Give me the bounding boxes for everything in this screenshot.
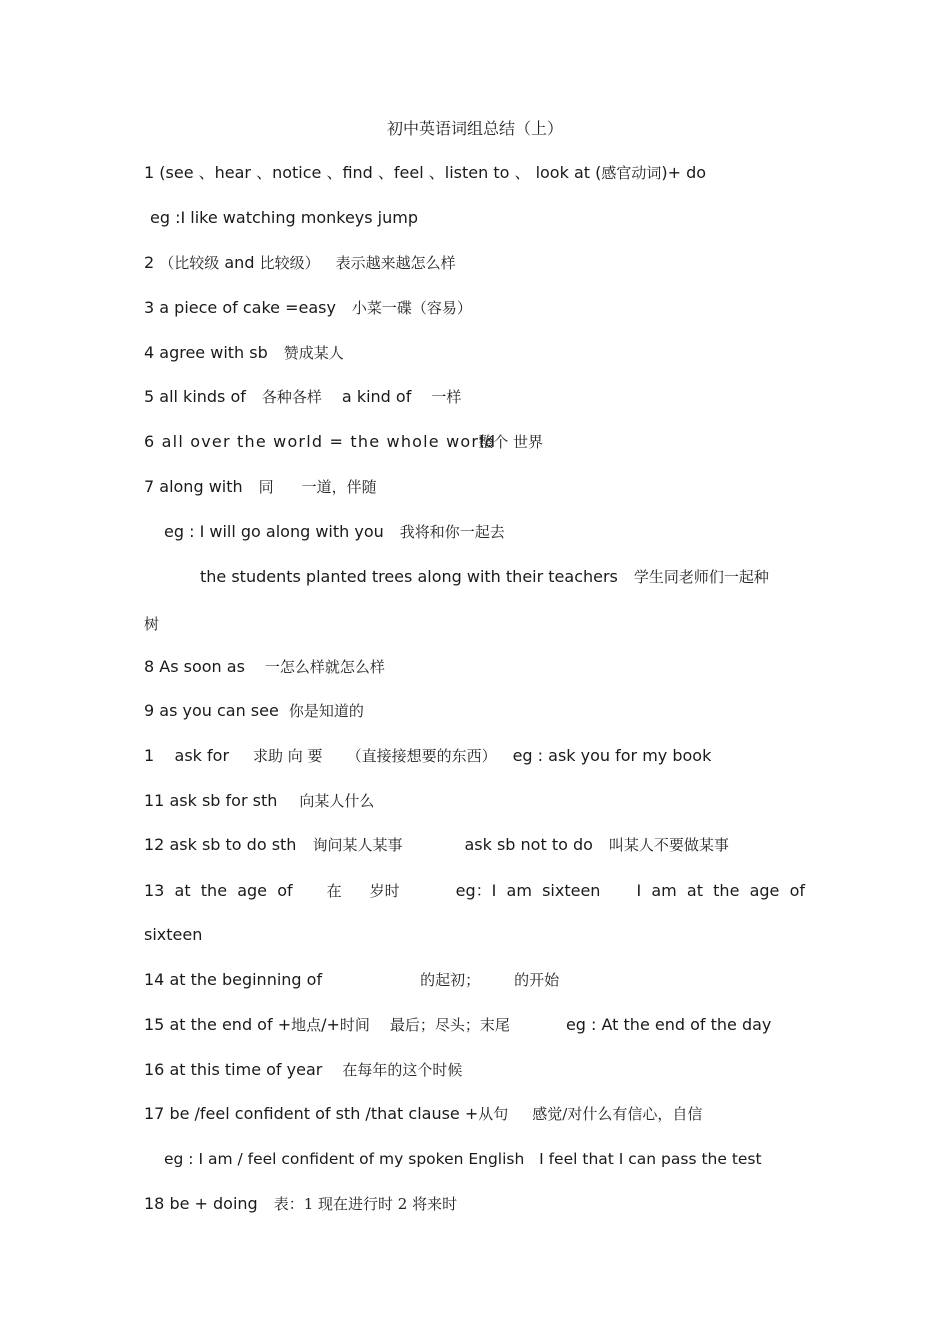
entry-9 [144, 700, 824, 722]
entry-7-meaning-a: 同 [258, 478, 274, 496]
entry-7-example-meaning: 我将和你一起去 [399, 523, 505, 541]
entry-10-meaning: 求助 向 要 [253, 747, 323, 765]
entry-13-meaning-b: 岁时 [369, 882, 400, 900]
entry-18-text: 18 be + doing [144, 1194, 258, 1213]
entry-15 [144, 1014, 824, 1036]
entry-9-text: 9 as you can see [144, 701, 279, 720]
entry-3 [144, 297, 824, 319]
entry-16 [144, 1059, 824, 1081]
entry-15-text: 15 at the end of + [144, 1015, 292, 1034]
entry-12-text: 12 ask sb to do sth [144, 835, 297, 854]
entry-17 [144, 1103, 824, 1125]
entry-7 [144, 476, 824, 498]
entry-10 [144, 745, 824, 767]
entry-10-example: eg : ask you for my book [512, 746, 712, 765]
entry-2-zh-a: （比较级 [159, 254, 220, 272]
entry-13-meaning-a: 在 [326, 882, 342, 900]
entry-17-example-text: eg : I am / feel confident of my spoken English I feel that I can pass the test [164, 1150, 762, 1168]
entry-12-meaning: 询问某人某事 [312, 836, 403, 854]
entry-1-example-text: eg :I like watching monkeys jump [150, 208, 418, 227]
entry-7-text: 7 along with [144, 477, 243, 496]
entry-2-meaning: 表示越来越怎么样 [335, 254, 456, 272]
entry-15-time: 时间 [339, 1016, 370, 1034]
entry-11-text: 11 ask sb for sth [144, 791, 278, 810]
entry-16-text: 16 at this time of year [144, 1060, 323, 1079]
entry-15-meaning: 最后；尽头；末尾 [389, 1016, 510, 1034]
entry-4-text: 4 agree with sb [144, 343, 268, 362]
entry-4-meaning: 赞成某人 [283, 344, 344, 362]
entry-7-example-2-wrap [144, 613, 824, 635]
entry-15-place: 地点 [291, 1016, 322, 1034]
entry-17-clause: 从句 [478, 1105, 509, 1123]
entry-6 [144, 431, 824, 453]
entry-5-meaning-b: 一样 [431, 388, 462, 406]
entry-8 [144, 656, 824, 678]
entry-14-text: 14 at the beginning of [144, 970, 323, 989]
entry-13 [144, 880, 824, 902]
entry-9-meaning: 你是知道的 [288, 702, 364, 720]
entry-11-meaning: 向某人什么 [299, 792, 375, 810]
entry-7-example-2-text: the students planted trees along with their teachers [200, 567, 618, 586]
entry-5 [144, 386, 824, 408]
entry-7-example-text: eg : I will go along with you [164, 522, 384, 541]
entry-10-note: （直接接想要的东西） [346, 747, 497, 765]
entry-7-example [164, 521, 844, 543]
entry-15-sep: /+ [321, 1015, 340, 1034]
entry-7-example-2 [200, 566, 880, 588]
entry-17-text: 17 be /feel confident of sth /that clause + [144, 1104, 479, 1123]
entry-12-text-b: ask sb not to do [464, 835, 593, 854]
entry-17-example [164, 1148, 844, 1170]
document-title: 初中英语词组总结（上） [386, 119, 563, 138]
entry-2-number: 2 [144, 253, 160, 272]
entry-14-meaning-b: 的开始 [514, 971, 560, 989]
entry-7-meaning-b: 一道，伴随 [301, 478, 377, 496]
entry-18 [144, 1193, 824, 1215]
entry-10-text: 1 ask for [144, 746, 230, 765]
entry-3-text: 3 a piece of cake =easy [144, 298, 336, 317]
entry-14 [144, 969, 824, 991]
entry-7-example-2-meaning: 学生同老师们一起种 [633, 568, 769, 586]
entry-2-and: and [219, 253, 260, 272]
entry-13-example-b: I am at the age of [636, 881, 805, 900]
entry-6-meaning: 整个 世界 [478, 433, 543, 451]
entry-4 [144, 342, 824, 364]
entry-11 [144, 790, 824, 812]
entry-13-wrap [144, 924, 824, 946]
entry-6-text: 6 all over the world = the whole world [144, 432, 497, 451]
entry-5-text: 5 all kinds of [144, 387, 246, 406]
entry-1-text-end: )+ do [661, 163, 707, 182]
entry-1-example [150, 207, 830, 229]
entry-7-example-2-wrap-text: 树 [144, 615, 160, 633]
entry-16-meaning: 在每年的这个时候 [342, 1061, 463, 1079]
entry-2 [144, 252, 824, 274]
entry-1 [144, 162, 824, 184]
entry-18-meaning: 表：1 现在进行时 2 将来时 [273, 1195, 458, 1213]
entry-12 [144, 834, 824, 856]
entry-2-zh-b: 比较级） [259, 254, 320, 272]
entry-8-text: 8 As soon as [144, 657, 245, 676]
entry-13-example: eg：I am sixteen [455, 881, 601, 900]
entry-15-example: eg : At the end of the day [565, 1015, 772, 1034]
entry-3-meaning: 小菜一碟（容易） [351, 299, 472, 317]
entry-8-meaning: 一怎么样就怎么样 [264, 658, 385, 676]
entry-17-meaning: 感觉/对什么有信心，自信 [532, 1105, 703, 1123]
entry-5-text-b: a kind of [341, 387, 412, 406]
entry-13-text: 13 at the age of [144, 881, 293, 900]
entry-1-text: 1 (see 、hear 、notice 、find 、feel 、listen to 、 look at ( [144, 163, 602, 182]
entry-1-zh: 感官动词 [601, 164, 662, 182]
entry-14-meaning-a: 的起初； [420, 971, 481, 989]
entry-13-wrap-text: sixteen [144, 925, 203, 944]
entry-12-meaning-b: 叫某人不要做某事 [608, 836, 729, 854]
entry-5-meaning: 各种各样 [261, 388, 322, 406]
